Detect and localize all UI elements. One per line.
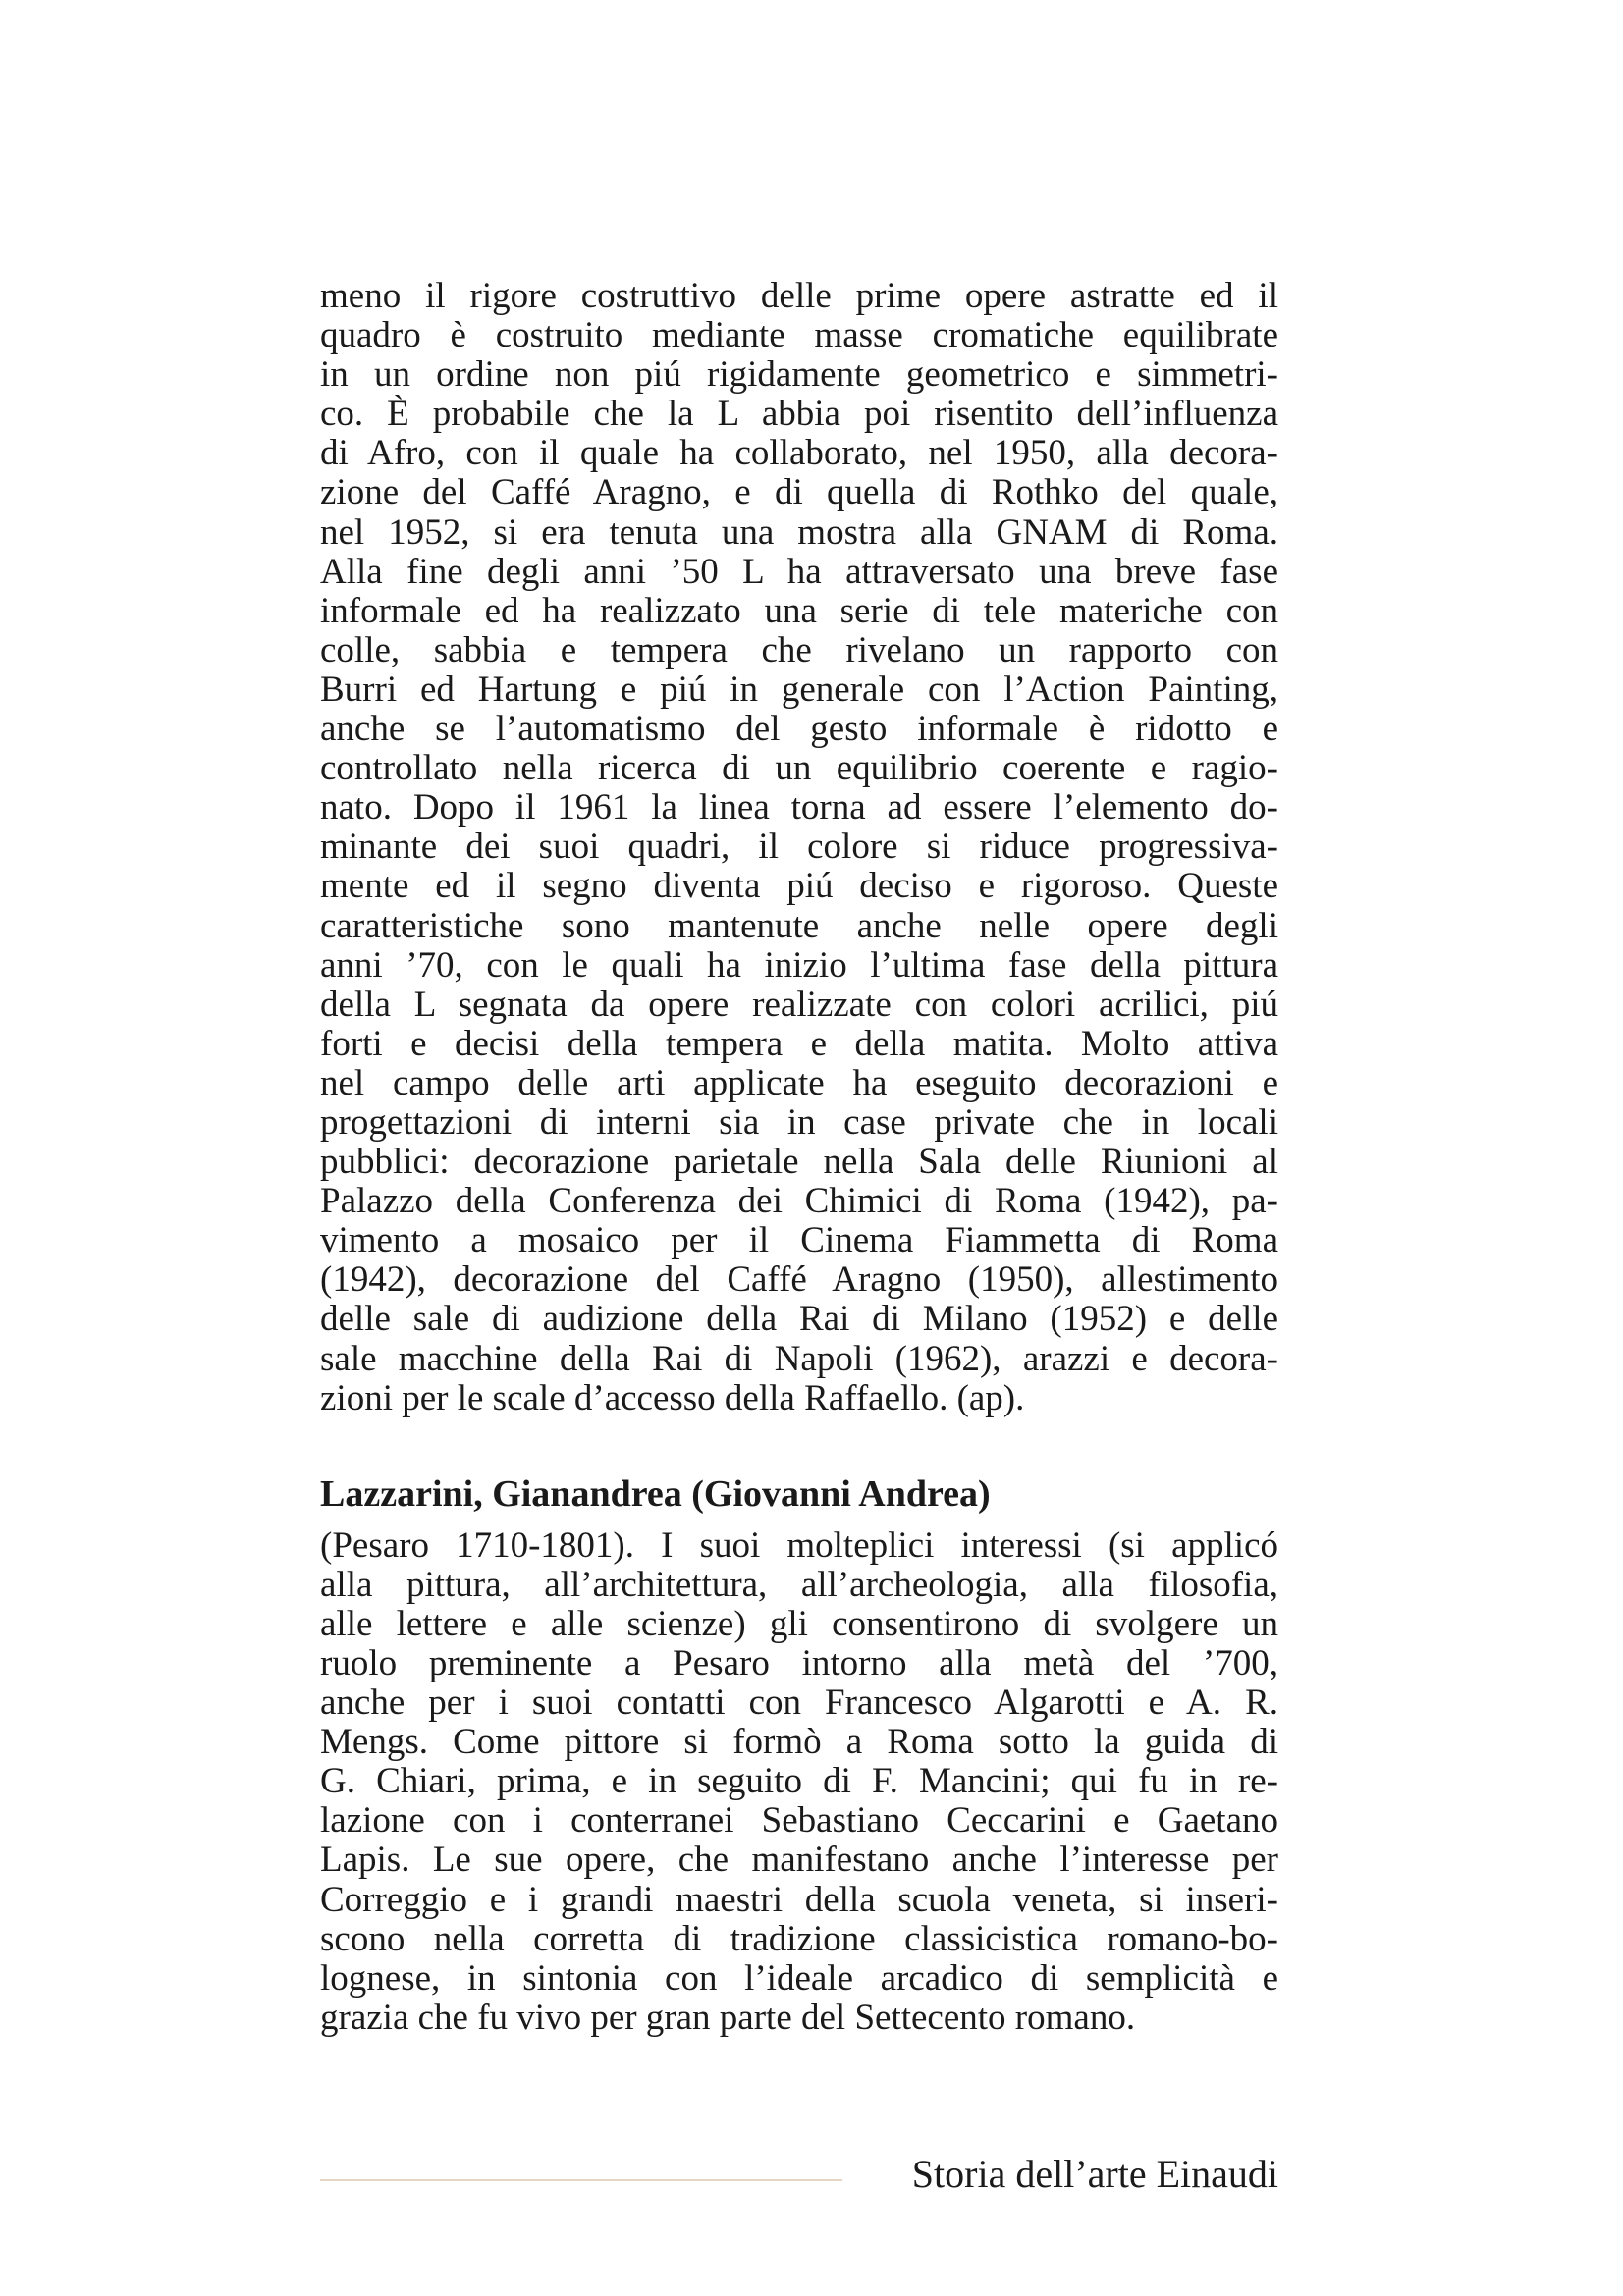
text-line: sale macchine della Rai di Napoli (1962), arazzi e decora- [320,1339,1278,1379]
text-line: pubblici: decorazione parietale nella Sala delle Riunioni al [320,1143,1278,1183]
page-footer [320,2150,1278,2199]
text-line: ruolo preminente a Pesaro intorno alla metà del ’700, [320,1644,1278,1683]
text-line: co. È probabile che la L abbia poi risentito dell’influenza [320,395,1278,435]
text-line: delle sale di audizione della Rai di Milano (1952) e delle [320,1300,1278,1340]
text-line: caratteristiche sono mantenute anche nelle opere degli [320,906,1278,946]
text-line: (1942), decorazione del Caffé Aragno (1950), allestimento [320,1260,1278,1301]
text-line: Alla fine degli anni ’50 L ha attraversato una breve fase [320,552,1278,592]
continued-paragraph [320,277,1278,1418]
text-line: lazione con i conterranei Sebastiano Ceccarini e Gaetano [320,1801,1278,1842]
text-line: (Pesaro 1710-1801). I suoi molteplici interessi (si applicó [320,1525,1278,1566]
text-line: alle lettere e alle scienze) gli consentirono di svolgere un [320,1604,1278,1644]
text-line: nato. Dopo il 1961 la linea torna ad essere l’elemento do- [320,788,1278,828]
text-line: alla pittura, all’architettura, all’archeologia, alla filosofia, [320,1565,1278,1605]
text-line: G. Chiari, prima, e in seguito di F. Mancini; qui fu in re- [320,1762,1278,1802]
text-line: anni ’70, con le quali ha inizio l’ultima fase della pittura [320,945,1278,986]
text-line: zioni per le scale d’accesso della Raffaello. (ap). [320,1378,1025,1418]
text-line: Lapis. Le sue opere, che manifestano anche l’interesse per [320,1841,1278,1881]
text-line: vimento a mosaico per il Cinema Fiammetta di Roma [320,1221,1278,1261]
text-line: Burri ed Hartung e piú in generale con l’Action Painting, [320,669,1278,710]
text-line: Correggio e i grandi maestri della scuola veneta, si inseri- [320,1880,1278,1920]
footer-rule [320,2179,842,2181]
text-line: anche per i suoi contatti con Francesco Algarotti e A. R. [320,1683,1278,1724]
text-line: in un ordine non piú rigidamente geometrico e simmetri- [320,355,1278,396]
text-line: meno il rigore costruttivo delle prime opere astratte ed il [320,277,1278,316]
page-content [320,277,1278,2038]
text-line: scono nella corretta di tradizione classicistica romano-bo- [320,1919,1278,1959]
text-line: della L segnata da opere realizzate con colori acrilici, piú [320,985,1278,1025]
text-line: quadro è costruito mediante masse cromatiche equilibrate [320,316,1278,356]
text-line: progettazioni di interni sia in case private che in locali [320,1102,1278,1143]
entry-heading: Lazzarini, Gianandrea (Giovanni Andrea) [320,1472,991,1515]
text-line: forti e decisi della tempera e della matita. Molto attiva [320,1024,1278,1064]
text-line: Mengs. Come pittore si formò a Roma sotto la guida di [320,1723,1278,1763]
text-line: anche se l’automatismo del gesto informale è ridotto e [320,710,1278,750]
footer-title: Storia dell’arte Einaudi [911,2152,1278,2196]
text-line: minante dei suoi quadri, il colore si riduce progressiva- [320,828,1278,868]
text-line: lognese, in sintonia con l’ideale arcadico di semplicità e [320,1958,1278,1999]
text-line: zione del Caffé Aragno, e di quella di Rothko del quale, [320,473,1278,513]
text-line: nel 1952, si era tenuta una mostra alla GNAM di Roma. [320,512,1278,553]
text-line: Palazzo della Conferenza dei Chimici di Roma (1942), pa- [320,1182,1278,1222]
entry-body [320,1526,1278,2038]
text-line: nel campo delle arti applicate ha eseguito decorazioni e [320,1063,1278,1103]
text-line: grazia che fu vivo per gran parte del Settecento romano. [320,1998,1136,2038]
text-line: mente ed il segno diventa piú deciso e rigoroso. Queste [320,867,1278,907]
text-line: colle, sabbia e tempera che rivelano un rapporto con [320,630,1278,670]
text-line: informale ed ha realizzato una serie di tele materiche con [320,591,1278,631]
text-line: controllato nella ricerca di un equilibrio coerente e ragio- [320,749,1278,789]
text-line: di Afro, con il quale ha collaborato, nel 1950, alla decora- [320,434,1278,474]
